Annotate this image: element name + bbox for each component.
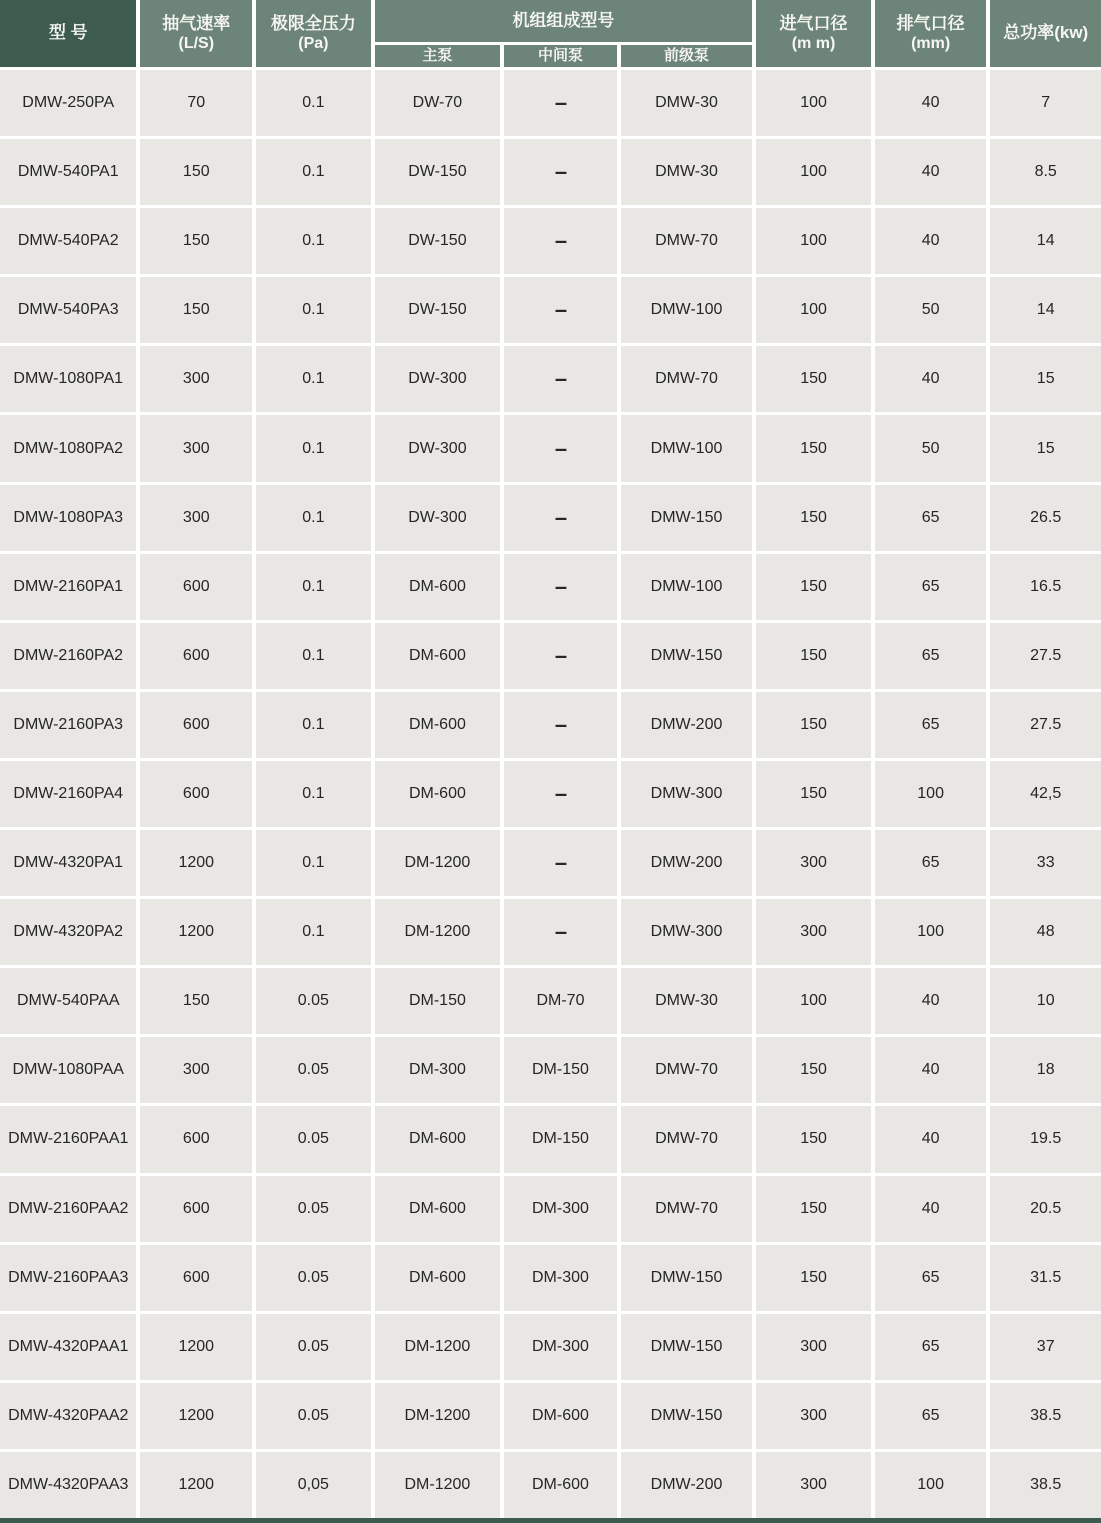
header-ultimate-pressure xyxy=(256,0,371,67)
cell-ultimate_pressure-row10: 0.1 xyxy=(256,692,371,758)
cell-main_pump-row19: DM-1200 xyxy=(375,1314,501,1380)
cell-middle_pump-row10: – xyxy=(504,692,617,758)
cell-backing_pump-row3: DMW-70 xyxy=(621,208,753,274)
cell-total_power-row8: 16.5 xyxy=(990,554,1101,620)
cell-pumping_speed-row5: 300 xyxy=(140,346,252,412)
cell-backing_pump-row8: DMW-100 xyxy=(621,554,753,620)
cell-main_pump-row5: DW-300 xyxy=(375,346,501,412)
cell-ultimate_pressure-row20: 0.05 xyxy=(256,1383,371,1449)
cell-middle_pump-row3: – xyxy=(504,208,617,274)
cell-inlet_diameter-row5: 150 xyxy=(756,346,871,412)
header-ultimate-pressure-label: 极限全压力 xyxy=(270,13,356,33)
cell-total_power-row12: 33 xyxy=(990,830,1101,896)
cell-main_pump-row3: DW-150 xyxy=(375,208,501,274)
header-main-pump-label: 主泵 xyxy=(422,47,453,64)
cell-inlet_diameter-row3: 100 xyxy=(756,208,871,274)
cell-ultimate_pressure-row9: 0.1 xyxy=(256,623,371,689)
cell-backing_pump-row14: DMW-30 xyxy=(621,968,753,1034)
cell-model-row8: DMW-2160PA1 xyxy=(0,554,136,620)
cell-pumping_speed-row19: 1200 xyxy=(140,1314,252,1380)
cell-ultimate_pressure-row1: 0.1 xyxy=(256,70,371,136)
cell-ultimate_pressure-row16: 0.05 xyxy=(256,1106,371,1172)
cell-pumping_speed-row1: 70 xyxy=(140,70,252,136)
cell-pumping_speed-row4: 150 xyxy=(140,277,252,343)
cell-model-row21: DMW-4320PAA3 xyxy=(0,1452,136,1518)
cell-backing_pump-row4: DMW-100 xyxy=(621,277,753,343)
cell-inlet_diameter-row8: 150 xyxy=(756,554,871,620)
cell-total_power-row13: 48 xyxy=(990,899,1101,965)
cell-middle_pump-row18: DM-300 xyxy=(504,1245,617,1311)
cell-main_pump-row10: DM-600 xyxy=(375,692,501,758)
cell-middle_pump-row9: – xyxy=(504,623,617,689)
cell-middle_pump-row5: – xyxy=(504,346,617,412)
cell-inlet_diameter-row2: 100 xyxy=(756,139,871,205)
cell-model-row11: DMW-2160PA4 xyxy=(0,761,136,827)
cell-outlet_diameter-row17: 40 xyxy=(875,1176,987,1242)
cell-outlet_diameter-row8: 65 xyxy=(875,554,987,620)
cell-pumping_speed-row13: 1200 xyxy=(140,899,252,965)
cell-inlet_diameter-row17: 150 xyxy=(756,1176,871,1242)
cell-outlet_diameter-row18: 65 xyxy=(875,1245,987,1311)
cell-total_power-row2: 8.5 xyxy=(990,139,1101,205)
cell-backing_pump-row20: DMW-150 xyxy=(621,1383,753,1449)
cell-total_power-row7: 26.5 xyxy=(990,485,1101,551)
cell-backing_pump-row19: DMW-150 xyxy=(621,1314,753,1380)
cell-middle_pump-row4: – xyxy=(504,277,617,343)
cell-main_pump-row6: DW-300 xyxy=(375,415,501,481)
cell-total_power-row16: 19.5 xyxy=(990,1106,1101,1172)
cell-ultimate_pressure-row12: 0.1 xyxy=(256,830,371,896)
cell-outlet_diameter-row7: 65 xyxy=(875,485,987,551)
header-backing-pump-label: 前级泵 xyxy=(663,47,709,64)
cell-outlet_diameter-row20: 65 xyxy=(875,1383,987,1449)
cell-outlet_diameter-row21: 100 xyxy=(875,1452,987,1518)
cell-total_power-row11: 42,5 xyxy=(990,761,1101,827)
cell-ultimate_pressure-row13: 0.1 xyxy=(256,899,371,965)
cell-backing_pump-row17: DMW-70 xyxy=(621,1176,753,1242)
cell-inlet_diameter-row20: 300 xyxy=(756,1383,871,1449)
cell-ultimate_pressure-row17: 0.05 xyxy=(256,1176,371,1242)
cell-model-row15: DMW-1080PAA xyxy=(0,1037,136,1103)
cell-inlet_diameter-row12: 300 xyxy=(756,830,871,896)
cell-middle_pump-row12: – xyxy=(504,830,617,896)
cell-pumping_speed-row11: 600 xyxy=(140,761,252,827)
cell-pumping_speed-row2: 150 xyxy=(140,139,252,205)
cell-model-row10: DMW-2160PA3 xyxy=(0,692,136,758)
cell-main_pump-row20: DM-1200 xyxy=(375,1383,501,1449)
cell-ultimate_pressure-row5: 0.1 xyxy=(256,346,371,412)
cell-inlet_diameter-row9: 150 xyxy=(756,623,871,689)
cell-middle_pump-row20: DM-600 xyxy=(504,1383,617,1449)
header-outlet-diameter-unit: (mm) xyxy=(911,35,951,53)
cell-inlet_diameter-row1: 100 xyxy=(756,70,871,136)
cell-main_pump-row21: DM-1200 xyxy=(375,1452,501,1518)
cell-backing_pump-row21: DMW-200 xyxy=(621,1452,753,1518)
header-inlet-diameter-unit: (m m) xyxy=(791,35,836,53)
header-outlet-diameter-label: 排气口径 xyxy=(896,13,965,33)
header-unit-composition xyxy=(375,0,753,42)
cell-outlet_diameter-row6: 50 xyxy=(875,415,987,481)
cell-backing_pump-row7: DMW-150 xyxy=(621,485,753,551)
cell-middle_pump-row2: – xyxy=(504,139,617,205)
cell-backing_pump-row18: DMW-150 xyxy=(621,1245,753,1311)
cell-model-row2: DMW-540PA1 xyxy=(0,139,136,205)
cell-main_pump-row9: DM-600 xyxy=(375,623,501,689)
cell-backing_pump-row13: DMW-300 xyxy=(621,899,753,965)
header-total-power-label: 总功率(kw) xyxy=(1003,23,1089,43)
cell-backing_pump-row16: DMW-70 xyxy=(621,1106,753,1172)
cell-main_pump-row8: DM-600 xyxy=(375,554,501,620)
cell-total_power-row20: 38.5 xyxy=(990,1383,1101,1449)
cell-backing_pump-row6: DMW-100 xyxy=(621,415,753,481)
cell-middle_pump-row16: DM-150 xyxy=(504,1106,617,1172)
header-middle-pump-label: 中间泵 xyxy=(537,47,583,64)
cell-pumping_speed-row6: 300 xyxy=(140,415,252,481)
cell-pumping_speed-row16: 600 xyxy=(140,1106,252,1172)
cell-pumping_speed-row18: 600 xyxy=(140,1245,252,1311)
cell-outlet_diameter-row11: 100 xyxy=(875,761,987,827)
cell-total_power-row10: 27.5 xyxy=(990,692,1101,758)
cell-backing_pump-row5: DMW-70 xyxy=(621,346,753,412)
cell-backing_pump-row15: DMW-70 xyxy=(621,1037,753,1103)
header-inlet-diameter-label: 进气口径 xyxy=(779,13,848,33)
header-outlet-diameter xyxy=(875,0,987,67)
cell-middle_pump-row1: – xyxy=(504,70,617,136)
cell-main_pump-row14: DM-150 xyxy=(375,968,501,1034)
cell-ultimate_pressure-row21: 0,05 xyxy=(256,1452,371,1518)
cell-ultimate_pressure-row15: 0.05 xyxy=(256,1037,371,1103)
cell-inlet_diameter-row19: 300 xyxy=(756,1314,871,1380)
header-middle-pump xyxy=(504,45,617,67)
cell-model-row6: DMW-1080PA2 xyxy=(0,415,136,481)
cell-outlet_diameter-row12: 65 xyxy=(875,830,987,896)
cell-total_power-row21: 38.5 xyxy=(990,1452,1101,1518)
cell-total_power-row19: 37 xyxy=(990,1314,1101,1380)
cell-middle_pump-row14: DM-70 xyxy=(504,968,617,1034)
cell-backing_pump-row1: DMW-30 xyxy=(621,70,753,136)
header-pumping-speed xyxy=(140,0,252,67)
cell-pumping_speed-row3: 150 xyxy=(140,208,252,274)
cell-outlet_diameter-row1: 40 xyxy=(875,70,987,136)
cell-ultimate_pressure-row3: 0.1 xyxy=(256,208,371,274)
cell-outlet_diameter-row19: 65 xyxy=(875,1314,987,1380)
cell-inlet_diameter-row11: 150 xyxy=(756,761,871,827)
cell-middle_pump-row17: DM-300 xyxy=(504,1176,617,1242)
cell-main_pump-row12: DM-1200 xyxy=(375,830,501,896)
cell-inlet_diameter-row16: 150 xyxy=(756,1106,871,1172)
cell-ultimate_pressure-row4: 0.1 xyxy=(256,277,371,343)
cell-ultimate_pressure-row8: 0.1 xyxy=(256,554,371,620)
cell-total_power-row14: 10 xyxy=(990,968,1101,1034)
header-unit-composition-label: 机组组成型号 xyxy=(512,10,615,30)
cell-outlet_diameter-row5: 40 xyxy=(875,346,987,412)
cell-outlet_diameter-row2: 40 xyxy=(875,139,987,205)
cell-pumping_speed-row7: 300 xyxy=(140,485,252,551)
cell-inlet_diameter-row6: 150 xyxy=(756,415,871,481)
header-main-pump xyxy=(375,45,501,67)
cell-pumping_speed-row20: 1200 xyxy=(140,1383,252,1449)
cell-backing_pump-row11: DMW-300 xyxy=(621,761,753,827)
cell-model-row20: DMW-4320PAA2 xyxy=(0,1383,136,1449)
cell-total_power-row18: 31.5 xyxy=(990,1245,1101,1311)
cell-ultimate_pressure-row2: 0.1 xyxy=(256,139,371,205)
cell-ultimate_pressure-row6: 0.1 xyxy=(256,415,371,481)
cell-model-row1: DMW-250PA xyxy=(0,70,136,136)
cell-main_pump-row7: DW-300 xyxy=(375,485,501,551)
cell-model-row16: DMW-2160PAA1 xyxy=(0,1106,136,1172)
cell-inlet_diameter-row15: 150 xyxy=(756,1037,871,1103)
cell-pumping_speed-row14: 150 xyxy=(140,968,252,1034)
cell-ultimate_pressure-row18: 0.05 xyxy=(256,1245,371,1311)
header-inlet-diameter xyxy=(756,0,871,67)
cell-main_pump-row1: DW-70 xyxy=(375,70,501,136)
cell-total_power-row15: 18 xyxy=(990,1037,1101,1103)
cell-inlet_diameter-row18: 150 xyxy=(756,1245,871,1311)
cell-main_pump-row11: DM-600 xyxy=(375,761,501,827)
cell-backing_pump-row10: DMW-200 xyxy=(621,692,753,758)
cell-main_pump-row16: DM-600 xyxy=(375,1106,501,1172)
header-pumping-speed-label: 抽气速率 xyxy=(162,13,231,33)
cell-middle_pump-row11: – xyxy=(504,761,617,827)
cell-inlet_diameter-row4: 100 xyxy=(756,277,871,343)
cell-pumping_speed-row21: 1200 xyxy=(140,1452,252,1518)
cell-inlet_diameter-row14: 100 xyxy=(756,968,871,1034)
cell-middle_pump-row13: – xyxy=(504,899,617,965)
cell-middle_pump-row19: DM-300 xyxy=(504,1314,617,1380)
cell-inlet_diameter-row21: 300 xyxy=(756,1452,871,1518)
cell-outlet_diameter-row13: 100 xyxy=(875,899,987,965)
cell-pumping_speed-row9: 600 xyxy=(140,623,252,689)
cell-outlet_diameter-row9: 65 xyxy=(875,623,987,689)
cell-main_pump-row18: DM-600 xyxy=(375,1245,501,1311)
cell-model-row17: DMW-2160PAA2 xyxy=(0,1176,136,1242)
cell-outlet_diameter-row15: 40 xyxy=(875,1037,987,1103)
cell-model-row7: DMW-1080PA3 xyxy=(0,485,136,551)
header-backing-pump xyxy=(621,45,753,67)
cell-main_pump-row4: DW-150 xyxy=(375,277,501,343)
cell-outlet_diameter-row4: 50 xyxy=(875,277,987,343)
cell-backing_pump-row12: DMW-200 xyxy=(621,830,753,896)
cell-inlet_diameter-row13: 300 xyxy=(756,899,871,965)
cell-outlet_diameter-row3: 40 xyxy=(875,208,987,274)
cell-pumping_speed-row10: 600 xyxy=(140,692,252,758)
cell-ultimate_pressure-row19: 0.05 xyxy=(256,1314,371,1380)
cell-main_pump-row15: DM-300 xyxy=(375,1037,501,1103)
cell-ultimate_pressure-row14: 0.05 xyxy=(256,968,371,1034)
cell-model-row19: DMW-4320PAA1 xyxy=(0,1314,136,1380)
cell-middle_pump-row21: DM-600 xyxy=(504,1452,617,1518)
cell-total_power-row9: 27.5 xyxy=(990,623,1101,689)
cell-backing_pump-row9: DMW-150 xyxy=(621,623,753,689)
header-model-label: 型 号 xyxy=(48,23,88,43)
cell-model-row9: DMW-2160PA2 xyxy=(0,623,136,689)
cell-pumping_speed-row8: 600 xyxy=(140,554,252,620)
cell-ultimate_pressure-row11: 0.1 xyxy=(256,761,371,827)
bottom-accent-bar xyxy=(0,1518,1101,1523)
cell-total_power-row1: 7 xyxy=(990,70,1101,136)
cell-total_power-row4: 14 xyxy=(990,277,1101,343)
cell-outlet_diameter-row10: 65 xyxy=(875,692,987,758)
header-ultimate-pressure-unit: (Pa) xyxy=(298,35,329,53)
header-total-power xyxy=(990,0,1101,67)
cell-pumping_speed-row12: 1200 xyxy=(140,830,252,896)
cell-model-row5: DMW-1080PA1 xyxy=(0,346,136,412)
cell-pumping_speed-row17: 600 xyxy=(140,1176,252,1242)
cell-total_power-row6: 15 xyxy=(990,415,1101,481)
cell-model-row12: DMW-4320PA1 xyxy=(0,830,136,896)
cell-main_pump-row17: DM-600 xyxy=(375,1176,501,1242)
cell-inlet_diameter-row10: 150 xyxy=(756,692,871,758)
cell-ultimate_pressure-row7: 0.1 xyxy=(256,485,371,551)
cell-inlet_diameter-row7: 150 xyxy=(756,485,871,551)
cell-middle_pump-row6: – xyxy=(504,415,617,481)
cell-main_pump-row13: DM-1200 xyxy=(375,899,501,965)
cell-total_power-row17: 20.5 xyxy=(990,1176,1101,1242)
cell-pumping_speed-row15: 300 xyxy=(140,1037,252,1103)
cell-total_power-row5: 15 xyxy=(990,346,1101,412)
cell-middle_pump-row7: – xyxy=(504,485,617,551)
cell-model-row4: DMW-540PA3 xyxy=(0,277,136,343)
cell-backing_pump-row2: DMW-30 xyxy=(621,139,753,205)
cell-outlet_diameter-row14: 40 xyxy=(875,968,987,1034)
header-model xyxy=(0,0,136,67)
cell-total_power-row3: 14 xyxy=(990,208,1101,274)
cell-model-row18: DMW-2160PAA3 xyxy=(0,1245,136,1311)
cell-model-row14: DMW-540PAA xyxy=(0,968,136,1034)
cell-outlet_diameter-row16: 40 xyxy=(875,1106,987,1172)
cell-model-row3: DMW-540PA2 xyxy=(0,208,136,274)
cell-middle_pump-row15: DM-150 xyxy=(504,1037,617,1103)
cell-model-row13: DMW-4320PA2 xyxy=(0,899,136,965)
cell-middle_pump-row8: – xyxy=(504,554,617,620)
cell-main_pump-row2: DW-150 xyxy=(375,139,501,205)
header-pumping-speed-unit: (L/S) xyxy=(178,35,215,53)
